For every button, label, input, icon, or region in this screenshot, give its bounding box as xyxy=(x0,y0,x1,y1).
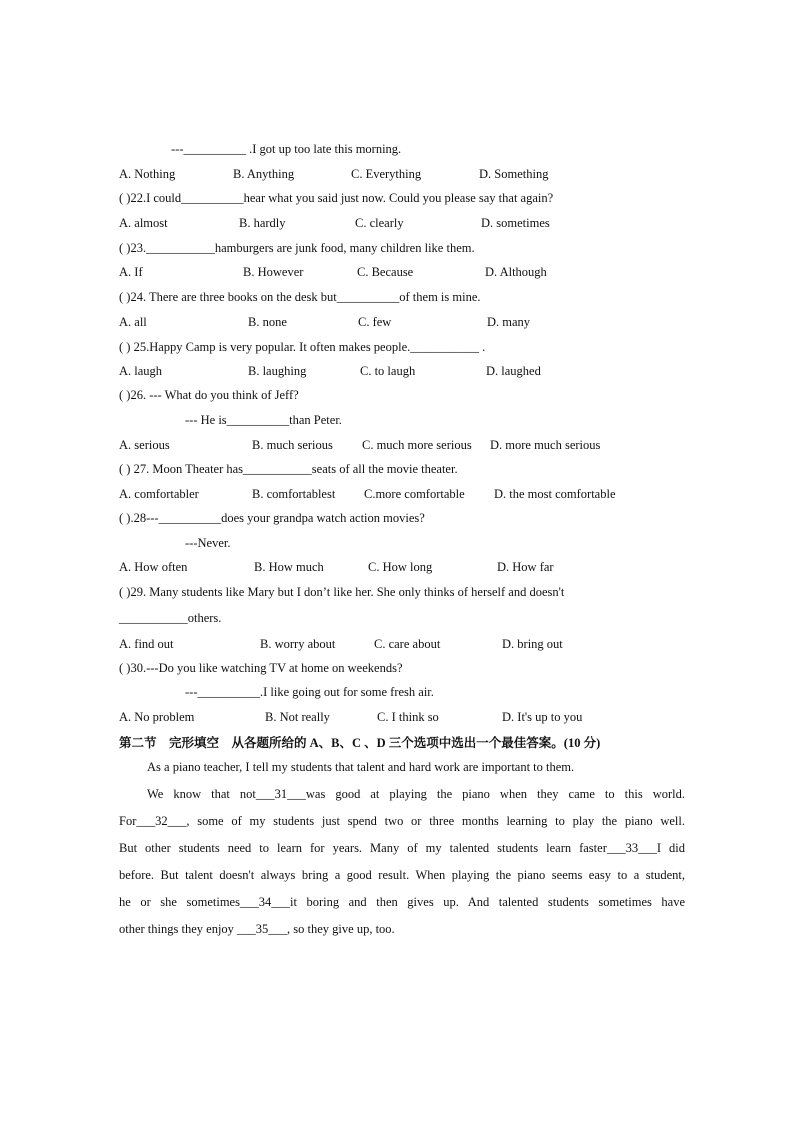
q24-option-a: A. all xyxy=(119,315,147,329)
q30-option-b: B. Not really xyxy=(265,710,330,724)
q23-option-c: C. Because xyxy=(357,265,414,279)
passage-line-3: But other students need to learn for years. Many of my talented students learn faster___33___I did xyxy=(119,841,685,855)
q29-option-c: C. care about xyxy=(374,637,441,651)
q22-option-d: D. sometimes xyxy=(481,216,550,230)
passage-line-1: We know that not___31___was good at playing the piano when they came to this world. xyxy=(147,787,685,801)
q29-stem-continued: ___________others. xyxy=(119,611,222,625)
q30-answer-line: ---__________.I like going out for some fresh air. xyxy=(185,685,434,699)
q22-option-c: C. clearly xyxy=(355,216,404,230)
q25-stem: ( ) 25.Happy Camp is very popular. It often makes people.___________ . xyxy=(119,340,486,354)
q27-option-d: D. the most comfortable xyxy=(494,487,616,501)
q22-option-b: B. hardly xyxy=(239,216,286,230)
passage-line-4: before. But talent doesn't always bring a good result. When playing the piano seems easy to a student, xyxy=(119,868,685,882)
q29-stem: ( )29. Many students like Mary but I don’t like her. She only thinks of herself and doesn't xyxy=(119,585,565,599)
q25-option-d: D. laughed xyxy=(486,364,541,378)
q27-option-a: A. comfortabler xyxy=(119,487,199,501)
q24-option-b: B. none xyxy=(248,315,287,329)
q23-option-b: B. However xyxy=(243,265,304,279)
q29-option-d: D. bring out xyxy=(502,637,563,651)
q28-answer-line: ---Never. xyxy=(185,536,231,550)
q22-stem: ( )22.I could__________hear what you said just now. Could you please say that again? xyxy=(119,191,554,205)
q24-stem: ( )24. There are three books on the desk but__________of them is mine. xyxy=(119,290,481,304)
q26-stem: ( )26. --- What do you think of Jeff? xyxy=(119,388,299,402)
q27-stem: ( ) 27. Moon Theater has___________seats of all the movie theater. xyxy=(119,462,458,476)
q30-option-a: A. No problem xyxy=(119,710,195,724)
q21-option-d: D. Something xyxy=(479,167,549,181)
passage-line-2: For___32___, some of my students just spend two or three months learning to play the piano well. xyxy=(119,814,685,828)
q24-option-c: C. few xyxy=(358,315,392,329)
q30-option-c: C. I think so xyxy=(377,710,439,724)
q28-stem: ( ).28---__________does your grandpa watch action movies? xyxy=(119,511,425,525)
section-heading: 第二节 完形填空 从各题所给的 A、B、C 、D 三个选项中选出一个最佳答案。(10 分) xyxy=(119,736,601,750)
q23-option-a: A. If xyxy=(119,265,143,279)
q25-option-c: C. to laugh xyxy=(360,364,416,378)
q25-option-b: B. laughing xyxy=(248,364,307,378)
q29-option-a: A. find out xyxy=(119,637,174,651)
q25-option-a: A. laugh xyxy=(119,364,163,378)
q26-option-c: C. much more serious xyxy=(362,438,472,452)
q30-stem: ( )30.---Do you like watching TV at home on weekends? xyxy=(119,661,403,675)
q30-option-d: D. It's up to you xyxy=(502,710,583,724)
q29-option-b: B. worry about xyxy=(260,637,336,651)
passage-line-6: other things they enjoy ___35___, so they give up, too. xyxy=(119,922,395,936)
q23-stem: ( )23.___________hamburgers are junk food, many children like them. xyxy=(119,241,475,255)
q21-option-b: B. Anything xyxy=(233,167,295,181)
q21-option-a: A. Nothing xyxy=(119,167,176,181)
q26-option-b: B. much serious xyxy=(252,438,333,452)
q28-option-b: B. How much xyxy=(254,560,324,574)
q21-option-c: C. Everything xyxy=(351,167,422,181)
q23-option-d: D. Although xyxy=(485,265,547,279)
q27-option-b: B. comfortablest xyxy=(252,487,336,501)
q21-answer-line: ---__________ .I got up too late this morning. xyxy=(171,142,402,156)
q26-option-d: D. more much serious xyxy=(490,438,601,452)
passage-paragraph-1: As a piano teacher, I tell my students that talent and hard work are important to them. xyxy=(147,760,575,774)
q28-option-d: D. How far xyxy=(497,560,554,574)
q27-option-c: C.more comfortable xyxy=(364,487,465,501)
q28-option-c: C. How long xyxy=(368,560,433,574)
q28-option-a: A. How often xyxy=(119,560,188,574)
q24-option-d: D. many xyxy=(487,315,531,329)
q26-option-a: A. serious xyxy=(119,438,170,452)
q22-option-a: A. almost xyxy=(119,216,168,230)
passage-line-5: he or she sometimes___34___it boring and then gives up. And talented students sometimes have xyxy=(119,895,685,909)
q26-answer-line: --- He is__________than Peter. xyxy=(185,413,342,427)
